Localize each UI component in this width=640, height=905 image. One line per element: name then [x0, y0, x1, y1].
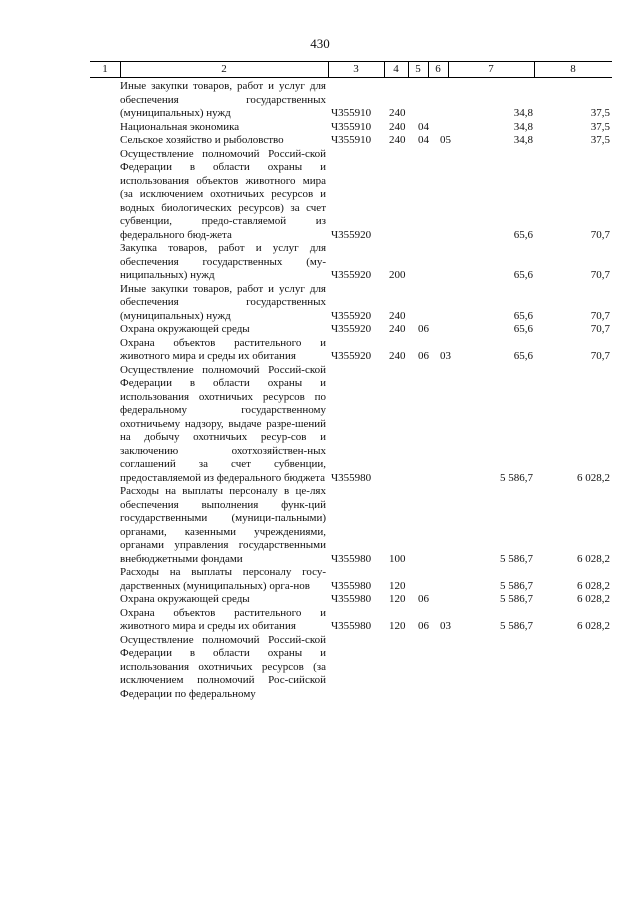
row-expense-type: 240 [389, 309, 406, 322]
row-description: Сельское хозяйство и рыболовство [120, 134, 284, 146]
column-header-5: 5 [415, 63, 421, 75]
row-amount-year-1: 5 586,7 [500, 552, 533, 565]
row-target-code: Ч355980 [331, 593, 372, 605]
row-section: 06 [418, 323, 429, 335]
row-expense-type: 120 [389, 579, 406, 592]
table-column-header [90, 61, 612, 78]
row-amount-year-1: 65,6 [513, 323, 533, 335]
row-section: 04 [418, 134, 429, 146]
row-section: 04 [418, 120, 429, 133]
row-description: Осуществление полномочий Россий-ской Федерации в области охраны и использования охотничьих ресурсов (за исключением полномочий Рос-сийской Федерации по федеральному [120, 633, 326, 700]
row-amount-year-2: 6 028,2 [577, 620, 610, 632]
row-description: Охрана объектов растительного и животного мира и среды их обитания [120, 336, 326, 362]
row-description: Осуществление полномочий Россий-ской Федерации в области охраны и использования объектов животного мира (за исключением охотничьих ресурсов и водных биологических ресурсов) за счет субвенции, предо-ставляемой из федерального бюд-жета [120, 147, 326, 241]
column-header-1: 1 [102, 63, 108, 75]
row-subsection: 03 [440, 350, 451, 362]
table-row [0, 121, 640, 135]
row-amount-year-2: 37,5 [590, 120, 610, 133]
row-description: Охрана окружающей среды [120, 323, 250, 335]
row-target-code: Ч355920 [331, 350, 372, 362]
column-divider [120, 62, 121, 77]
row-amount-year-1: 65,6 [513, 228, 533, 241]
column-divider [384, 62, 385, 77]
column-divider [328, 62, 329, 77]
column-header-2: 2 [221, 63, 227, 75]
row-amount-year-2: 70,7 [590, 309, 610, 322]
row-target-code: Ч355920 [331, 228, 372, 241]
row-target-code: Ч355920 [331, 323, 372, 335]
row-expense-type: 100 [389, 552, 406, 565]
row-amount-year-1: 5 586,7 [500, 471, 533, 484]
table-row [0, 242, 640, 283]
row-description: Осуществление полномочий Россий-ской Федерации в области охраны и использования охотничьих ресурсов по федеральному государственному охотничьему надзору, выдаче разре-шений на добычу охотничьих ресур-сов и заключению охотхозяйствен-ных соглашений за счет субвенции, предоставляемой из федерального бюджета [120, 363, 326, 484]
row-description: Национальная экономика [120, 120, 240, 133]
row-target-code: Ч355920 [331, 269, 372, 281]
page-number: 430 [310, 36, 330, 51]
column-header-6: 6 [435, 63, 441, 75]
table-row [0, 566, 640, 593]
row-expense-type: 240 [389, 120, 406, 133]
column-header-7: 7 [488, 63, 494, 75]
table-row [0, 323, 640, 337]
table-row [0, 593, 640, 607]
column-header-8: 8 [570, 63, 576, 75]
row-expense-type: 240 [389, 134, 406, 146]
row-expense-type: 200 [389, 269, 406, 281]
row-section: 06 [418, 620, 429, 632]
row-amount-year-1: 5 586,7 [500, 579, 533, 592]
row-target-code: Ч355980 [331, 552, 372, 565]
row-amount-year-2: 70,7 [590, 269, 610, 281]
table-row [0, 364, 640, 486]
table-row [0, 80, 640, 121]
row-description: Иные закупки товаров, работ и услуг для обеспечения государственных (муниципальных) нужд [120, 282, 326, 322]
row-description: Иные закупки товаров, работ и услуг для обеспечения государственных (муниципальных) нужд [120, 80, 326, 119]
row-amount-year-1: 65,6 [513, 309, 533, 322]
row-target-code: Ч355980 [331, 620, 372, 632]
row-expense-type: 120 [389, 593, 406, 605]
row-expense-type: 240 [389, 350, 406, 362]
row-amount-year-1: 5 586,7 [500, 620, 533, 632]
column-divider [534, 62, 535, 77]
budget-table-body [0, 80, 640, 701]
column-divider [448, 62, 449, 77]
row-amount-year-2: 6 028,2 [577, 593, 610, 605]
table-row [0, 148, 640, 243]
row-amount-year-1: 34,8 [513, 134, 533, 146]
row-amount-year-2: 70,7 [590, 323, 610, 335]
table-row [0, 634, 640, 702]
row-amount-year-2: 37,5 [590, 134, 610, 146]
row-description: Охрана окружающей среды [120, 593, 250, 605]
row-expense-type: 120 [389, 620, 406, 632]
row-section: 06 [418, 593, 429, 605]
row-amount-year-2: 70,7 [590, 228, 610, 241]
column-divider [428, 62, 429, 77]
table-row [0, 607, 640, 634]
row-section: 06 [418, 350, 429, 362]
row-amount-year-1: 34,8 [513, 120, 533, 133]
row-description: Охрана объектов растительного и животного мира и среды их обитания [120, 606, 326, 632]
row-description: Расходы на выплаты персоналу госу-дарственных (муниципальных) орга-нов [120, 566, 326, 592]
column-header-4: 4 [393, 63, 399, 75]
row-target-code: Ч355980 [331, 471, 372, 484]
row-amount-year-2: 6 028,2 [577, 579, 610, 592]
row-target-code: Ч355920 [331, 309, 372, 322]
row-expense-type: 240 [389, 107, 406, 119]
row-amount-year-1: 34,8 [513, 107, 533, 119]
table-row [0, 485, 640, 566]
row-amount-year-1: 65,6 [513, 269, 533, 281]
row-description: Закупка товаров, работ и услуг для обеспечения государственных (му-ниципальных) нужд [120, 242, 326, 281]
row-target-code: Ч355910 [331, 120, 372, 133]
row-description: Расходы на выплаты персоналу в це-лях обеспечения выполнения функ-ций государственными (муници-пальными) органами, казенными учреждениями, органами управления государственными внебюджетными фондами [120, 485, 326, 565]
row-amount-year-2: 6 028,2 [577, 471, 610, 484]
row-amount-year-1: 5 586,7 [500, 593, 533, 605]
table-row [0, 134, 640, 148]
row-target-code: Ч355910 [331, 134, 372, 146]
row-amount-year-1: 65,6 [513, 350, 533, 362]
column-divider [408, 62, 409, 77]
row-amount-year-2: 37,5 [590, 107, 610, 119]
row-subsection: 03 [440, 620, 451, 632]
row-target-code: Ч355910 [331, 107, 372, 119]
row-amount-year-2: 70,7 [590, 350, 610, 362]
table-row [0, 337, 640, 364]
row-subsection: 05 [440, 134, 451, 146]
table-row [0, 283, 640, 324]
row-target-code: Ч355980 [331, 579, 372, 592]
row-expense-type: 240 [389, 323, 406, 335]
column-header-3: 3 [353, 63, 359, 75]
row-amount-year-2: 6 028,2 [577, 552, 610, 565]
